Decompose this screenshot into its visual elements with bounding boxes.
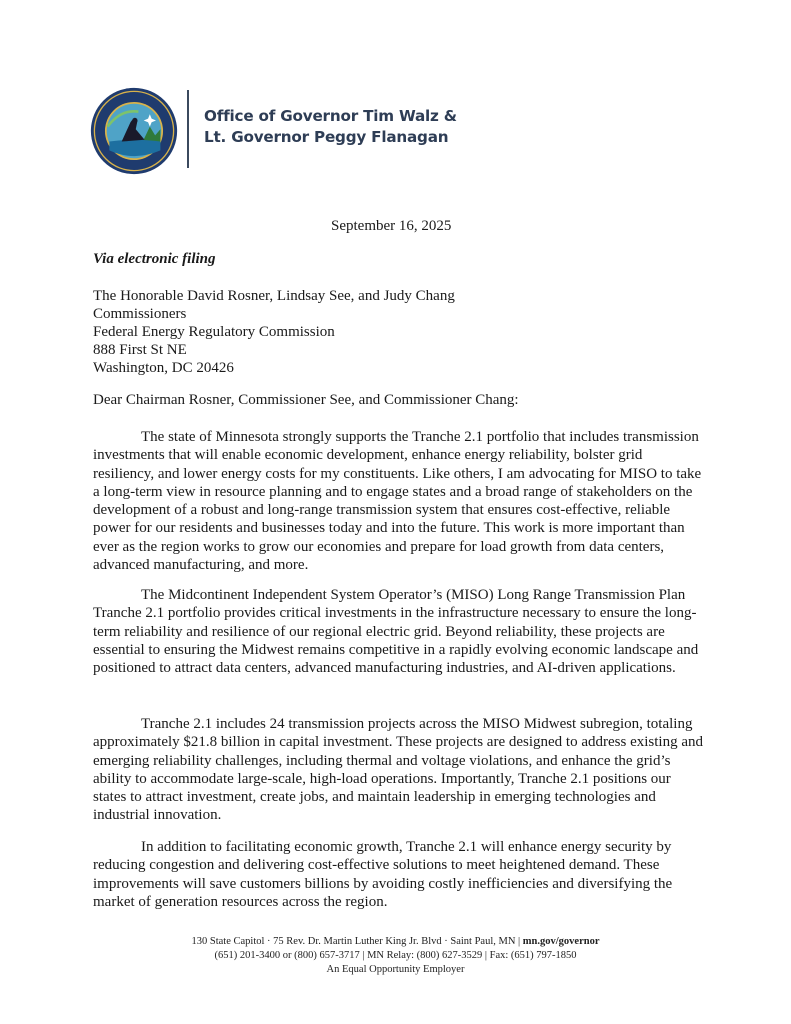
office-line-1: Office of Governor Tim Walz & [204,107,457,125]
header-divider [187,90,189,168]
footer-address: 130 State Capitol · 75 Rev. Dr. Martin Luther King Jr. Blvd · Saint Paul, MN | [191,936,523,947]
letter-body-block-1 [93,428,705,574]
body-paragraph: In addition to facilitating economic growth, Tranche 2.1 will enhance energy security by reducing congestion and delivering cost-effective solutions to meet heightened demand. These improvements will save customers billions by avoiding costly inefficiencies and diversifying the market of generation resources across the region. [93,839,673,910]
footer-eoe: An Equal Opportunity Employer [326,964,465,975]
letter-date: September 16, 2025 [331,218,452,234]
letter-body-block-4 [93,838,705,911]
letter-body-block-2 [93,586,705,677]
footer-address-line [0,935,791,949]
recipient-names: The Honorable David Rosner, Lindsay See, and Judy Chang [93,288,455,304]
office-name [204,106,457,148]
body-paragraph: The Midcontinent Independent System Operator’s (MISO) Long Range Transmission Plan Tranche 2.1 portfolio provides critical investments in the infrastructure necessary to ensure the long-term reliability and resilience of our regional electric grid. Beyond reliability, these projects are essential to ensuring the Midwest remains competitive in a rapidly evolving economic landscape and positioned to attract data centers, advanced manufacturing industries, and AI-driven applications. [93,587,699,677]
footer-phones: (651) 201-3400 or (800) 657-3717 | MN Relay: (800) 627-3529 | Fax: (651) 797-1850 [214,950,577,961]
recipient-title: Commissioners [93,306,187,322]
footer-website-link[interactable]: mn.gov/governor [522,936,600,947]
recipient-street: 888 First St NE [93,342,187,358]
letter-body-block-3 [93,715,705,825]
body-paragraph: The state of Minnesota strongly supports the Tranche 2.1 portfolio that includes transmission investments that will enable economic development, enhance energy reliability, bolster grid resiliency, and lower energy costs for my constituents. Like others, I am advocating for MISO to take a long-term view in resource planning and to engage states and a broad range of stakeholders on the development of a robust and long-range transmission system that ensures cost-effective, reliable power for our residents and businesses today and into the future. This work is more important than ever as the region works to grow our economies and prepare for load growth from data centers, advanced manufacturing, and more. [93,429,702,574]
recipient-address [93,287,455,377]
page-footer [0,935,791,977]
delivery-method: Via electronic filing [93,251,216,267]
body-paragraph: Tranche 2.1 includes 24 transmission projects across the MISO Midwest subregion, totaling approximately $21.8 billion in capital investment. These projects are designed to address existing and emerging reliability challenges, including thermal and voltage violations, and enhance the grid’s ability to accommodate large-scale, high-load operations. Importantly, Tranche 2.1 positions our states to attract investment, create jobs, and maintain leadership in emerging technologies and industrial innovation. [93,716,703,824]
letterhead [90,86,178,176]
state-seal-icon [90,87,178,175]
recipient-city: Washington, DC 20426 [93,360,234,376]
recipient-organization: Federal Energy Regulatory Commission [93,324,335,340]
salutation: Dear Chairman Rosner, Commissioner See, and Commissioner Chang: [93,392,519,408]
office-line-2: Lt. Governor Peggy Flanagan [204,128,449,146]
